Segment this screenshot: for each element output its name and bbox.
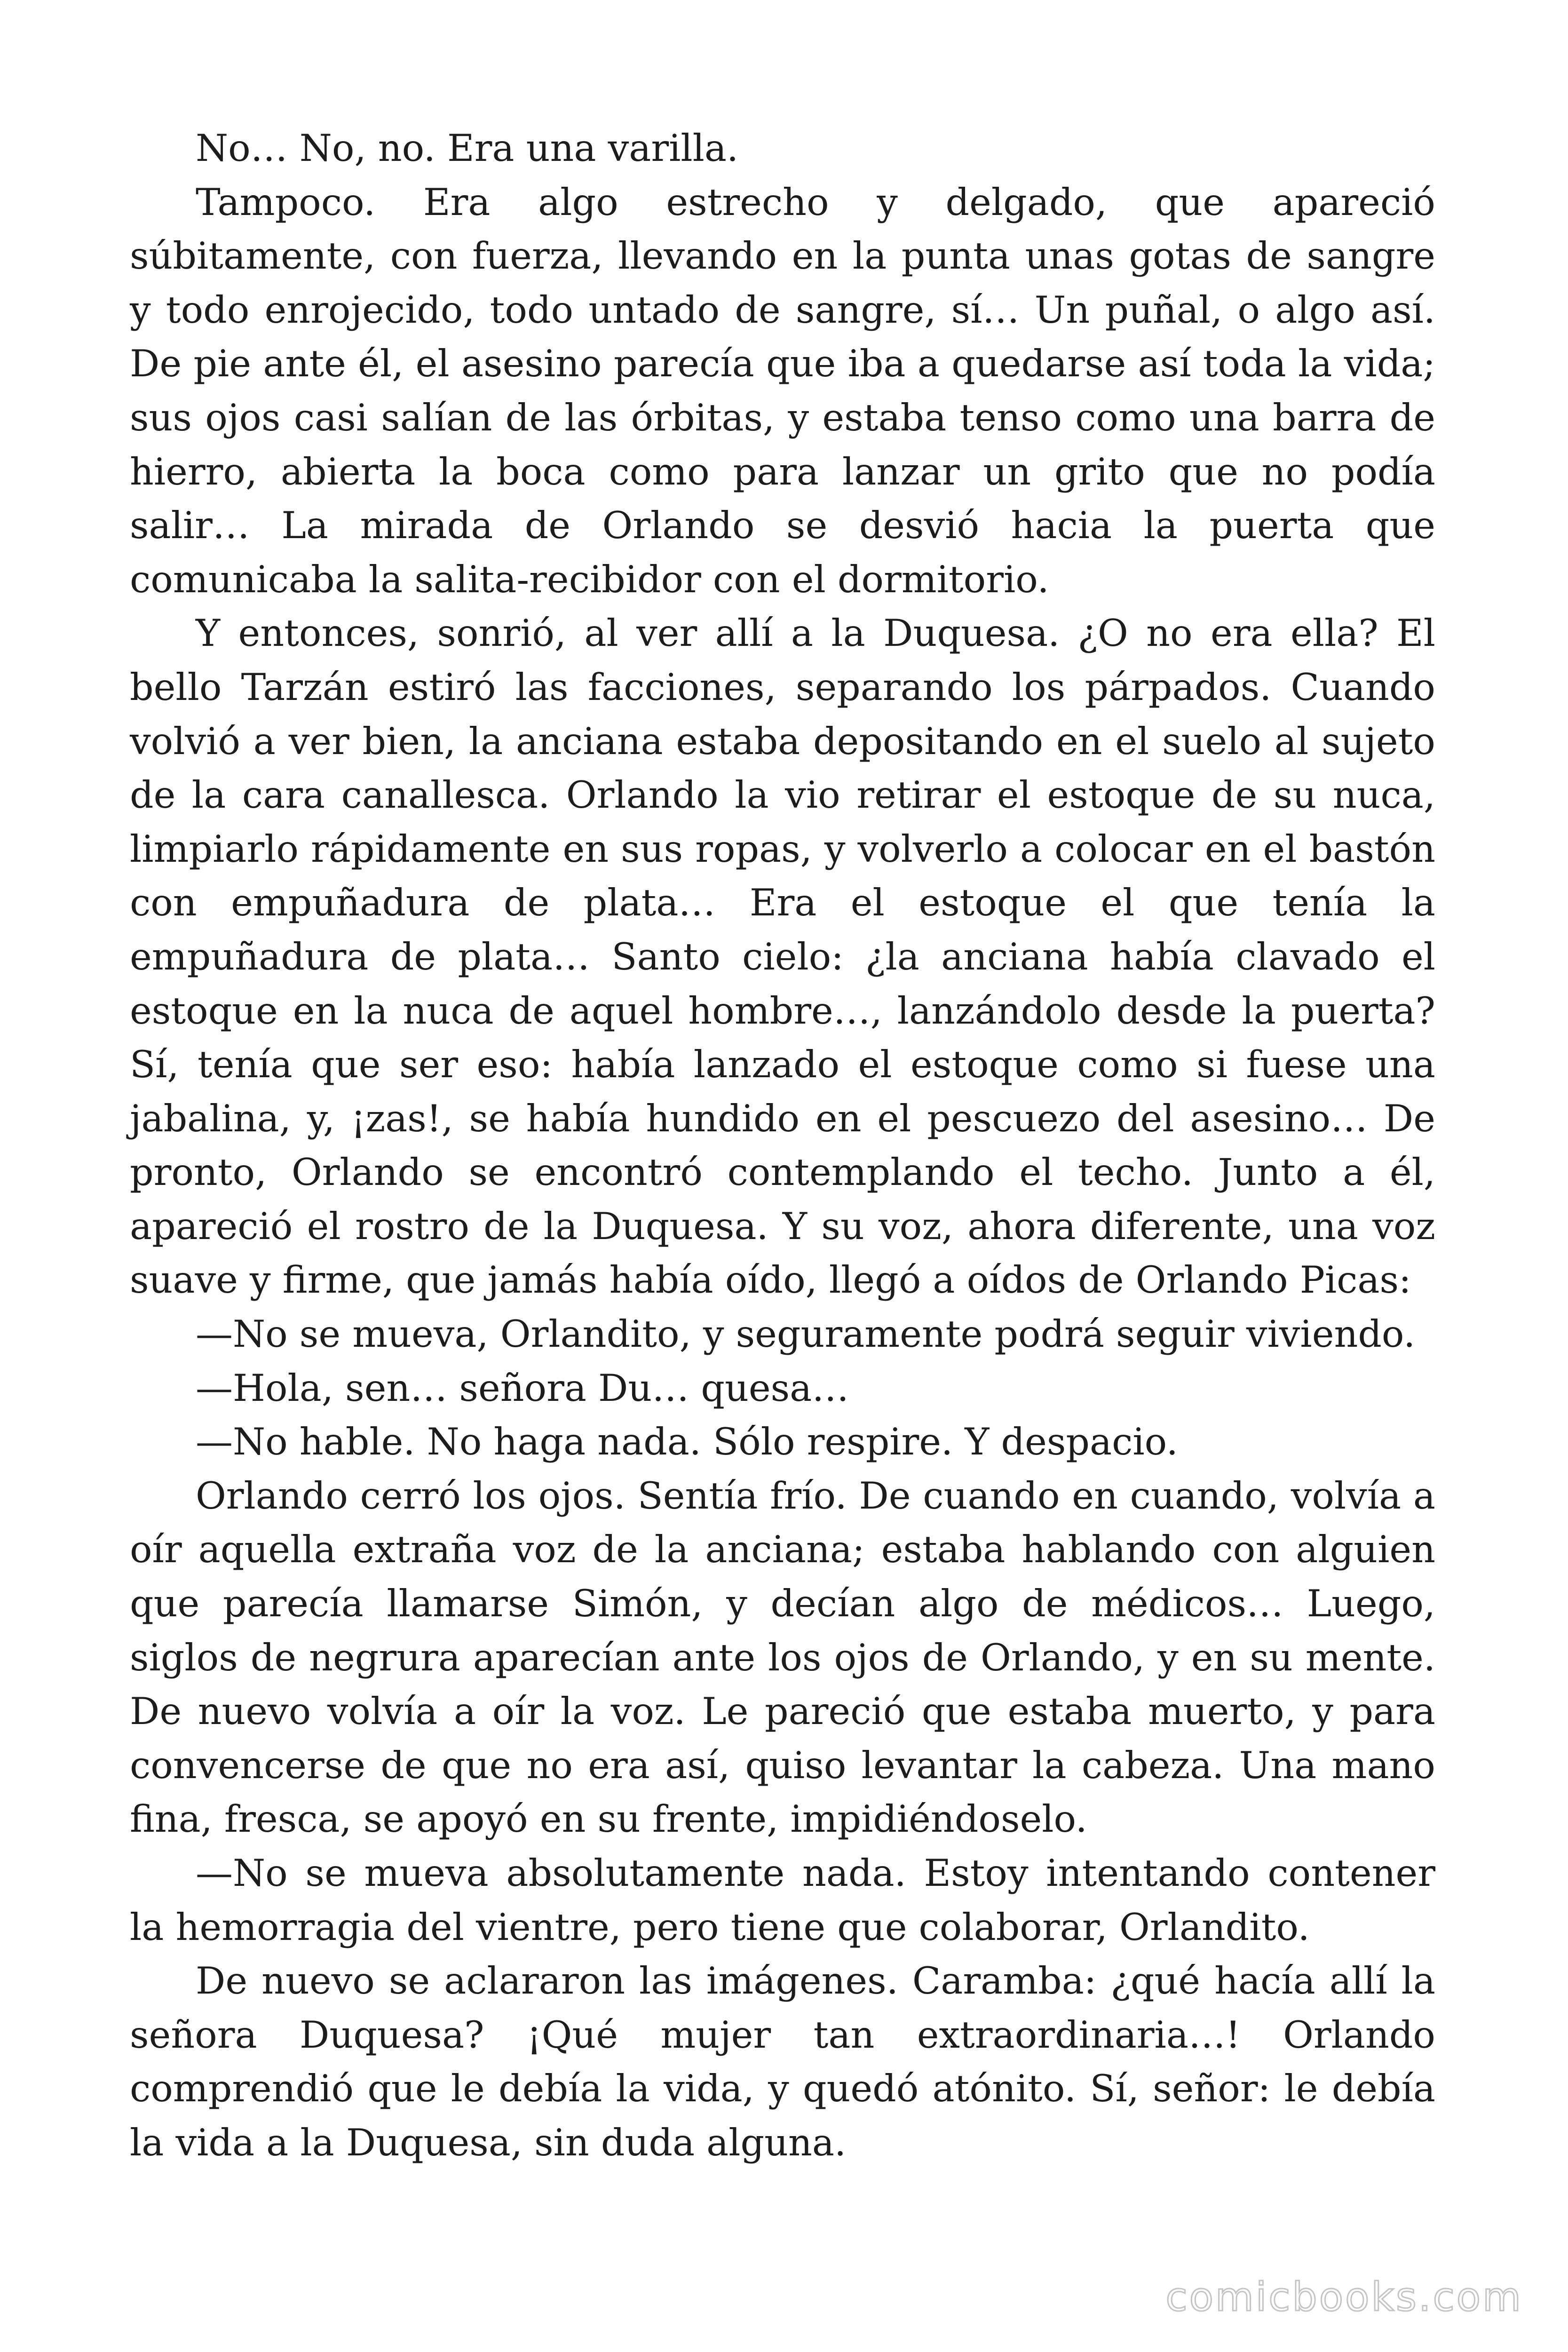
paragraph-1: No… No, no. Era una varilla. [196,127,739,170]
paragraph-2: Tampoco. Era algo estrecho y delgado, que apareció súbitamente, con fuerza, llevando en la punta unas gotas de sangre y todo enrojecido, todo untado de sangre, sí… Un puñal, o algo así. De pie ante él, el asesino parecía que iba a quedarse así toda la vida; sus ojos casi salían de las órbitas, y estaba tenso como una barra de hierro, abierta la boca como para lanzar un grito que no podía salir… La mirada de Orlando se desvió hacia la puerta que comunicaba la salita-recibidor con el dormitorio. [130,180,1435,601]
paragraph-8: —No se mueva absolutamente nada. Estoy intentando contener la hemorragia del vientre, pero tiene que colaborar, Orlandito. [130,1851,1435,1949]
paragraph-5: —Hola, sen… señora Du… quesa… [196,1366,849,1410]
watermark: comicbooks.com [1165,2274,1523,2320]
paragraph-6: —No hable. No haga nada. Sólo respire. Y despacio. [196,1420,1178,1464]
paragraph-3: Y entonces, sonrió, al ver allí a la Duquesa. ¿O no era ella? El bello Tarzán estiró las facciones, separando los párpados. Cuando volvió a ver bien, la anciana estaba depositando en el suelo al sujeto de la cara canallesca. Orlando la vio retirar el estoque de su nuca, limpiarlo rápidamente en sus ropas, y volverlo a colocar en el bastón con empuñadura de plata… Era el estoque el que tenía la empuñadura de plata… Santo cielo: ¿la anciana había clavado el estoque en la nuca de aquel hombre…, lanzándolo desde la puerta? Sí, tenía que ser eso: había lanzado el estoque como si fuese una jabalina, y, ¡zas!, se había hundido en el pescuezo del asesino… De pronto, Orlando se encontró contemplando el techo. Junto a él, apareció el rostro de la Duquesa. Y su voz, ahora diferente, una voz suave y firme, que jamás había oído, llegó a oídos de Orlando Picas: [130,612,1435,1302]
page-text [130,121,1435,2170]
paragraph-4: —No se mueva, Orlandito, y seguramente podrá seguir viviendo. [196,1312,1416,1356]
paragraph-7: Orlando cerró los ojos. Sentía frío. De cuando en cuando, volvía a oír aquella extraña voz de la anciana; estaba hablando con alguien que parecía llamarse Simón, y decían algo de médicos… Luego, siglos de negrura aparecían ante los ojos de Orlando, y en su mente. De nuevo volvía a oír la voz. Le pareció que estaba muerto, y para convencerse de que no era así, quiso levantar la cabeza. Una mano fina, fresca, se apoyó en su frente, impidiéndoselo. [130,1474,1435,1841]
paragraph-9: De nuevo se aclararon las imágenes. Caramba: ¿qué hacía allí la señora Duquesa? ¡Qué mujer tan extraordinaria…! Orlando comprendió que le debía la vida, y quedó atónito. Sí, señor: le debía la vida a la Duquesa, sin duda alguna. [130,1959,1435,2164]
